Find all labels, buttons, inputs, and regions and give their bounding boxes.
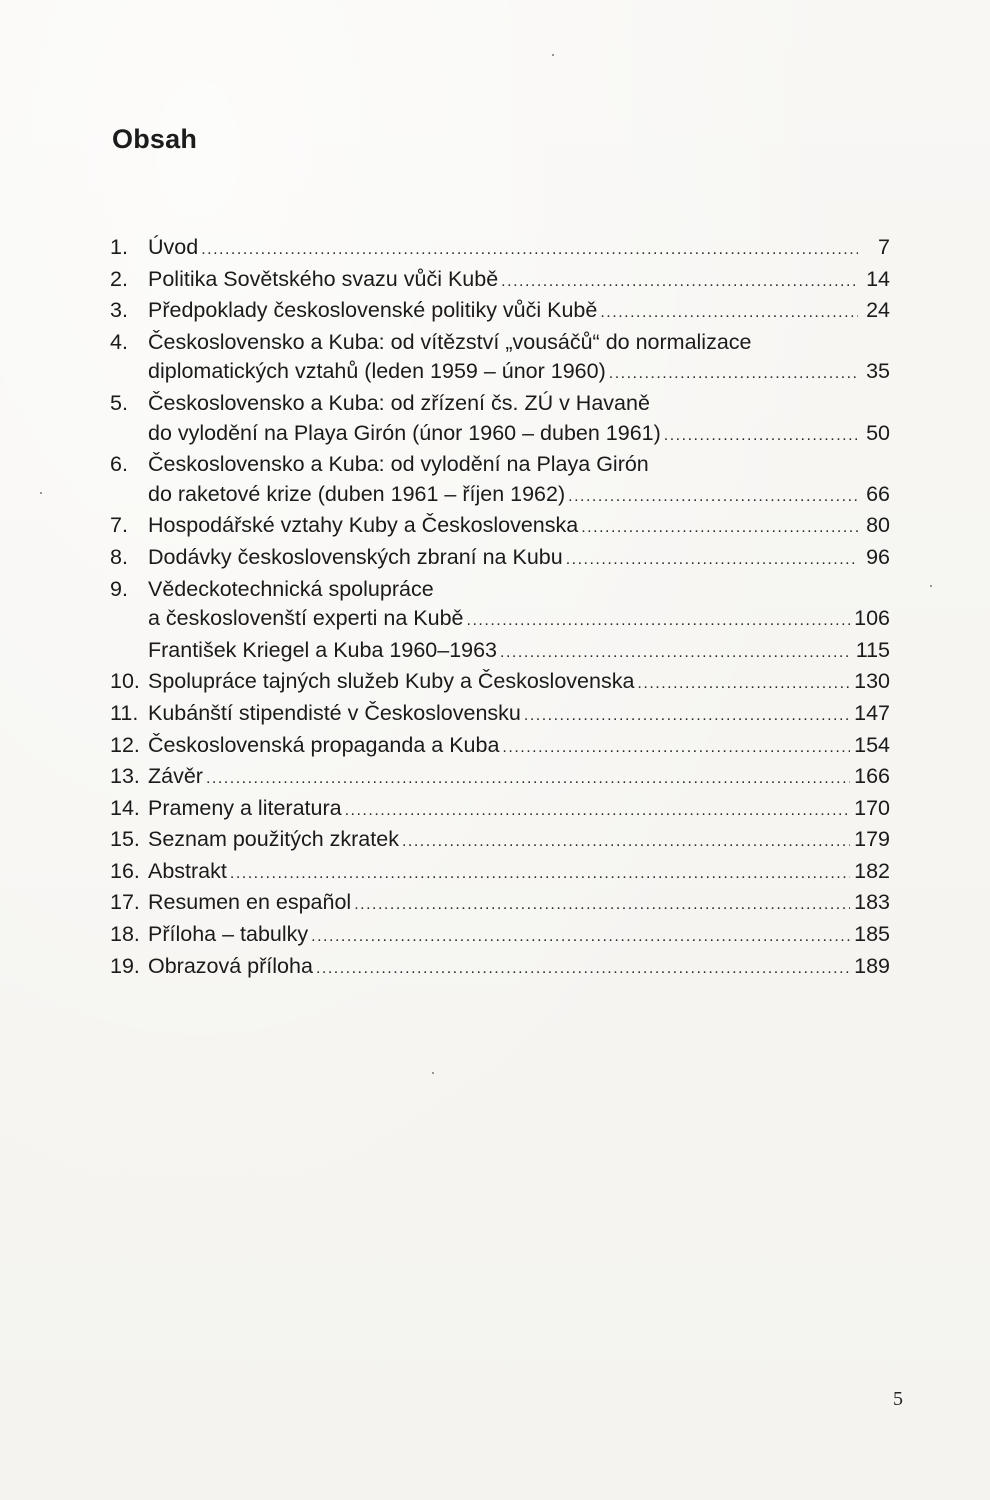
- toc-entry: [110, 794, 890, 826]
- toc-entry-title: Příloha – tabulky: [148, 922, 309, 947]
- toc-entry: [110, 667, 890, 699]
- paper-speck: [432, 1072, 434, 1074]
- dot-leader: [201, 235, 858, 265]
- toc-entry-page: 50: [866, 420, 890, 445]
- toc-entry-line: [148, 357, 890, 389]
- toc-entry-line: [148, 794, 890, 826]
- toc-entry-body: [148, 450, 890, 511]
- toc-entry-line: [148, 920, 890, 952]
- toc-entry-line: [148, 480, 890, 512]
- toc-entry-title: Dodávky československých zbraní na Kubu: [148, 544, 563, 569]
- toc-entry: [110, 233, 890, 265]
- toc-entry-number: 14.: [110, 795, 140, 820]
- toc-entry-body: [148, 762, 890, 794]
- toc-entry-number: 7.: [110, 513, 128, 538]
- toc-entry-title: Československo a Kuba: od vítězství „vousáčů“ do normalizace: [148, 329, 752, 354]
- toc-entry-body: [148, 857, 890, 889]
- page-number: 5: [893, 1388, 903, 1410]
- toc-entry: [110, 265, 890, 297]
- dot-leader: [501, 267, 858, 297]
- toc-entry-page: 7: [878, 235, 890, 259]
- toc-entry-body: [148, 328, 890, 389]
- toc-entry-title: Politika Sovětského svazu vůči Kubě: [148, 266, 499, 291]
- toc-entry: [110, 857, 890, 889]
- toc-entry-line: [148, 328, 890, 358]
- paper-speck: [930, 585, 932, 587]
- toc-entry-line: [148, 857, 890, 889]
- toc-entry-page: 24: [866, 298, 890, 323]
- toc-entry: [110, 389, 890, 450]
- dot-leader: [402, 827, 850, 857]
- dot-leader: [311, 922, 850, 952]
- toc-entry-line: [148, 233, 890, 265]
- toc-entry-line: [148, 419, 890, 451]
- toc-entry-body: [148, 511, 890, 543]
- dot-leader: [609, 359, 858, 389]
- dot-leader: [206, 764, 850, 794]
- toc-entry-title: Vědeckotechnická spolupráce: [148, 576, 434, 601]
- toc-entry: [110, 450, 890, 511]
- toc-entry: [110, 328, 890, 389]
- toc-entry-number: 16.: [110, 858, 140, 883]
- dot-leader: [345, 796, 851, 826]
- toc-entry-body: [148, 825, 890, 857]
- toc-entry-number: 13.: [110, 764, 140, 789]
- toc-entry-body: [148, 794, 890, 826]
- toc-entry-line: [148, 888, 890, 920]
- toc-entry-title: do raketové krize (duben 1961 – říjen 1962): [148, 481, 566, 506]
- toc-entry-line: [148, 265, 890, 297]
- dot-leader: [566, 545, 858, 575]
- toc-entry-line: [148, 825, 890, 857]
- dot-leader: [524, 701, 850, 731]
- dot-leader: [568, 482, 858, 512]
- toc-entry-body: [148, 575, 890, 636]
- toc-entry-title: Abstrakt: [148, 858, 227, 883]
- toc-entry-title: Kubánští stipendisté v Československu: [148, 700, 521, 725]
- toc-entry-number: 10.: [110, 669, 140, 694]
- toc-entry-page: 185: [854, 922, 890, 947]
- toc-entry-title: Závěr: [148, 764, 203, 789]
- toc-entry-number: 9.: [110, 576, 128, 601]
- toc-entry-line: [148, 952, 890, 984]
- toc-entry-title: Československo a Kuba: od zřízení čs. ZÚ v Havaně: [148, 390, 650, 415]
- paper-speck: [552, 54, 554, 56]
- toc-entry-line: [148, 450, 890, 480]
- toc-entry-line: [148, 511, 890, 543]
- toc-entry-body: [148, 888, 890, 920]
- toc-entry-number: 8.: [110, 544, 128, 569]
- toc-entry-body: [148, 699, 890, 731]
- toc-entry-body: [148, 233, 890, 265]
- dot-leader: [581, 513, 858, 543]
- toc-entry-line: [148, 762, 890, 794]
- toc-entry-line: [148, 699, 890, 731]
- toc-entry: [110, 888, 890, 920]
- toc-entry-title: Obrazová příloha: [148, 953, 313, 978]
- toc-entry-line: [148, 543, 890, 575]
- toc-entry-number: 3.: [110, 298, 128, 323]
- toc-entry-line: [148, 667, 890, 699]
- toc-entry-page: 115: [855, 637, 890, 662]
- toc-entry-page: 14: [866, 266, 890, 291]
- toc-entry-page: 130: [854, 669, 890, 694]
- toc-entry: [110, 511, 890, 543]
- dot-leader: [502, 733, 850, 763]
- table-of-contents: [110, 233, 890, 983]
- dot-leader: [354, 890, 850, 920]
- toc-entry-body: [148, 389, 890, 450]
- toc-entry-number: 6.: [110, 452, 128, 477]
- toc-entry-title: Československo a Kuba: od vylodění na Playa Girón: [148, 452, 649, 477]
- toc-entry-page: 35: [866, 359, 890, 384]
- toc-entry-line: [148, 731, 890, 763]
- toc-entry-title: Prameny a literatura: [148, 795, 342, 820]
- toc-entry-number: 11.: [110, 700, 139, 725]
- toc-entry-line: [148, 389, 890, 419]
- toc-entry-line: [148, 296, 890, 328]
- toc-entry-page: 96: [866, 544, 890, 569]
- toc-entry-page: 106: [854, 606, 890, 631]
- dot-leader: [316, 954, 850, 984]
- toc-entry-line: [148, 575, 890, 605]
- toc-entry-body: [148, 296, 890, 328]
- toc-entry-page: 170: [854, 795, 890, 820]
- toc-entry-title: Resumen en español: [148, 890, 352, 915]
- toc-entry-title: do vylodění na Playa Girón (únor 1960 – duben 1961): [148, 420, 661, 445]
- toc-entry-title: diplomatických vztahů (leden 1959 – únor 1960): [148, 359, 606, 384]
- toc-entry-body: [148, 667, 890, 699]
- toc-entry-body: [148, 920, 890, 952]
- toc-entry-page: 66: [866, 481, 890, 506]
- toc-entry-body: [148, 636, 890, 668]
- dot-leader: [637, 669, 850, 699]
- toc-entry-body: [148, 543, 890, 575]
- toc-entry-page: 166: [854, 764, 890, 789]
- dot-leader: [664, 421, 858, 451]
- toc-entry-number: 2.: [110, 266, 128, 291]
- dot-leader: [500, 638, 852, 668]
- toc-entry-page: 80: [866, 513, 890, 538]
- toc-entry: [110, 762, 890, 794]
- toc-entry-page: 183: [854, 890, 890, 915]
- toc-entry-title: František Kriegel a Kuba 1960–1963: [148, 637, 498, 662]
- dot-leader: [467, 606, 851, 636]
- toc-entry-number: 15.: [110, 827, 140, 852]
- paper-speck: [40, 492, 42, 494]
- toc-entry-title: Československá propaganda a Kuba: [148, 732, 500, 757]
- toc-entry-number: 5.: [110, 390, 128, 415]
- toc-entry-body: [148, 265, 890, 297]
- toc-entry-number: 18.: [110, 922, 140, 947]
- toc-entry-number: 4.: [110, 329, 128, 354]
- toc-entry-body: [148, 952, 890, 984]
- toc-entry-title: Spolupráce tajných služeb Kuby a Československa: [148, 669, 635, 694]
- toc-entry-title: a českoslovenští experti na Kubě: [148, 606, 464, 631]
- toc-entry-page: 179: [854, 827, 890, 852]
- toc-entry-line: [148, 636, 890, 668]
- toc-entry: [110, 699, 890, 731]
- toc-entry-page: 147: [854, 700, 890, 725]
- toc-entry-body: [148, 731, 890, 763]
- toc-entry-number: 1.: [110, 235, 128, 259]
- toc-entry-number: 17.: [110, 890, 140, 915]
- toc-entry-line: [148, 604, 890, 636]
- toc-entry-title: Hospodářské vztahy Kuby a Československa: [148, 513, 579, 538]
- toc-entry: [110, 296, 890, 328]
- toc-entry-number: 19.: [110, 953, 140, 978]
- toc-entry: [110, 575, 890, 636]
- toc-entry: [110, 825, 890, 857]
- toc-entry-number: 12.: [110, 732, 140, 757]
- toc-entry: [110, 952, 890, 984]
- toc-entry: [110, 731, 890, 763]
- toc-entry-page: 154: [854, 732, 890, 757]
- toc-entry-title: Úvod: [148, 235, 199, 259]
- toc-entry: [110, 543, 890, 575]
- toc-entry-page: 189: [854, 953, 890, 978]
- toc-entry-page: 182: [854, 858, 890, 883]
- toc-entry-title: Seznam použitých zkratek: [148, 827, 399, 852]
- toc-entry: [110, 636, 890, 668]
- toc-entry-title: Předpoklady československé politiky vůči Kubě: [148, 298, 598, 323]
- page-title: Obsah: [112, 124, 198, 154]
- dot-leader: [230, 859, 850, 889]
- dot-leader: [600, 298, 858, 328]
- toc-entry: [110, 920, 890, 952]
